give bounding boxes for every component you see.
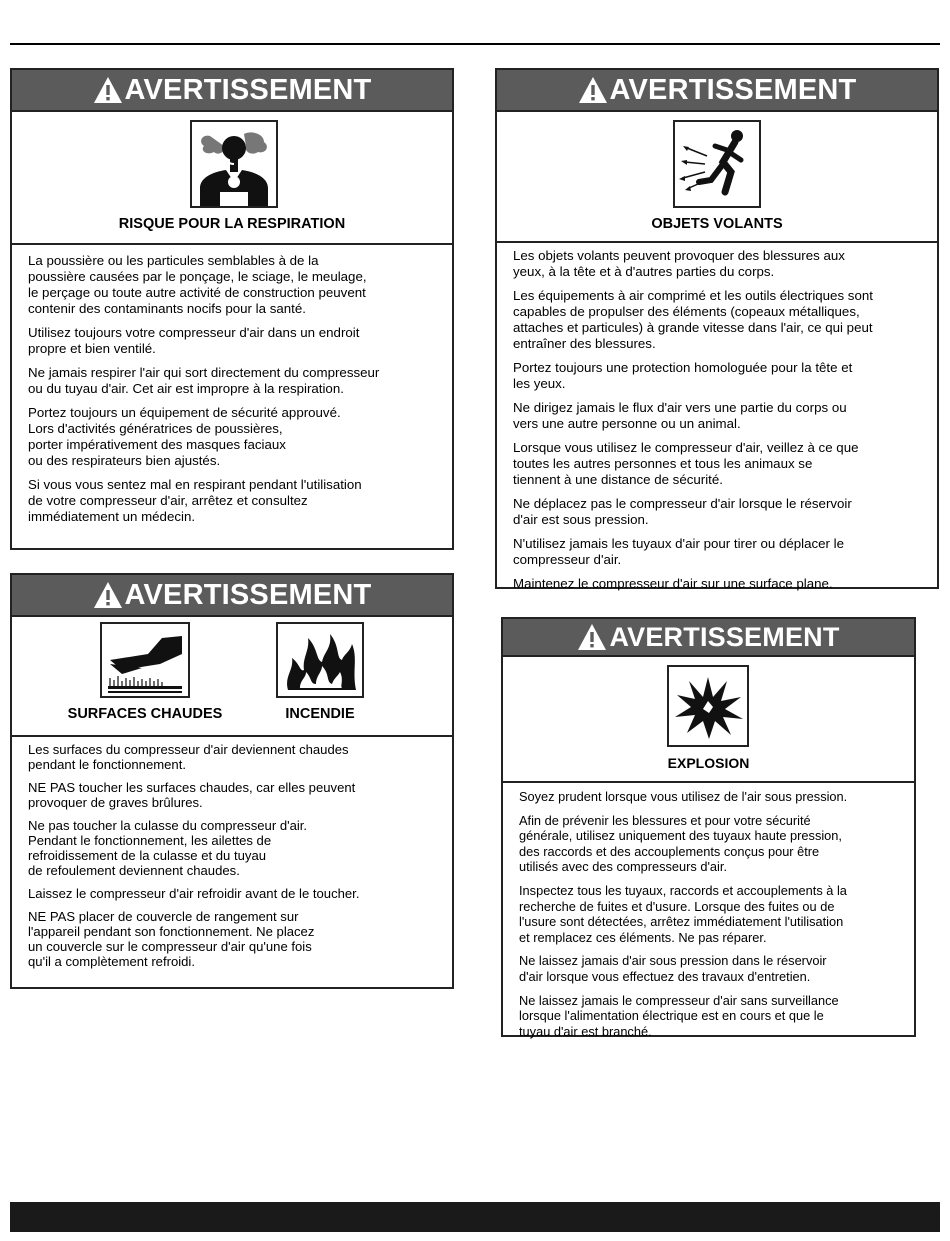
paragraph: Si vous vous sentez mal en respirant pendant l'utilisation de votre compresseur d'air, arrêtez et consultez immédiatement un médecin.: [28, 477, 362, 524]
warning-header: [12, 575, 452, 617]
warning-header-label: AVERTISSEMENT: [609, 73, 857, 106]
warning-box-hot-surfaces: [10, 573, 454, 989]
paragraph: Utilisez toujours votre compresseur d'air dans un endroit propre et bien ventilé.: [28, 325, 360, 356]
paragraph: Portez toujours une protection homologuée pour la tête et les yeux.: [513, 360, 853, 391]
paragraph: Ne pas toucher la culasse du compresseur d'air. Pendant le fonctionnement, les ailettes de refroidissement de la culasse et du tuyau de refoulement deviennent chaudes.: [28, 818, 308, 878]
warning-box-flying-objects: [495, 68, 939, 589]
warning-triangle-icon: [577, 623, 607, 651]
paragraph: Ne déplacez pas le compresseur d'air lorsque le réservoir d'air est sous pression.: [513, 496, 852, 527]
warning-body: [503, 783, 914, 1039]
respiration-hazard-icon: [190, 120, 278, 208]
warning-header-label: AVERTISSEMENT: [609, 621, 840, 652]
pictogram-area: [503, 657, 914, 783]
warning-box-respiration: [10, 68, 454, 550]
top-rule: [10, 43, 940, 45]
hazard-label: EXPLOSION: [667, 755, 750, 771]
hazard-label: OBJETS VOLANTS: [651, 216, 783, 232]
paragraph: Ne dirigez jamais le flux d'air vers une partie du corps ou vers une autre personne ou un animal.: [513, 400, 847, 431]
warning-header-label: AVERTISSEMENT: [124, 578, 372, 611]
warning-body: [12, 737, 452, 969]
warning-triangle-icon: [578, 76, 608, 104]
paragraph: Afin de prévenir les blessures et pour votre sécurité générale, utilisez uniquement des tuyaux haute pression, des raccords et des accouplements conçus pour être utilisés avec des compresseurs d'air.: [519, 812, 842, 875]
footer-bar: [10, 1202, 940, 1232]
pictogram-area: [497, 112, 937, 243]
paragraph: NE PAS placer de couvercle de rangement sur l'appareil pendant son fonctionnement. Ne placez un couvercle sur le compresseur d'air qu'une fois qu'il a complètement refroidi.: [28, 909, 315, 969]
paragraph: Inspectez tous les tuyaux, raccords et accouplements à la recherche de fuites et d'usure. Lorsque des fuites ou de l'usure sont détectées, arrêtez immédiatement l'utilisation et remplacez ces éléments. Ne pas réparer.: [519, 882, 847, 945]
warning-header-label: AVERTISSEMENT: [124, 73, 372, 106]
hot-surface-icon: [100, 622, 190, 698]
paragraph: N'utilisez jamais les tuyaux d'air pour tirer ou déplacer le compresseur d'air.: [513, 536, 845, 567]
flying-objects-icon: [673, 120, 761, 208]
warning-header: [12, 70, 452, 112]
hazard-label: RISQUE POUR LA RESPIRATION: [118, 216, 346, 232]
paragraph: Ne jamais respirer l'air qui sort directement du compresseur ou du tuyau d'air. Cet air est impropre à la respiration.: [28, 365, 380, 396]
paragraph: Les équipements à air comprimé et les outils électriques sont capables de propulser des éléments (copeaux métalliques, attaches et particules) à grande vitesse dans l'air, ce qui peut entraîner des blessures.: [513, 288, 873, 351]
paragraph: Soyez prudent lorsque vous utilisez de l'air sous pression.: [519, 789, 848, 804]
pictogram-area: [12, 617, 452, 737]
fire-icon: [276, 622, 364, 698]
warning-box-explosion: [501, 617, 916, 1037]
paragraph: Ne laissez jamais d'air sous pression dans le réservoir d'air lorsque vous effectuez des travaux d'entretien.: [519, 953, 827, 984]
paragraph: Lorsque vous utilisez le compresseur d'air, veillez à ce que toutes les autres personnes et tous les animaux se tiennent à une distance de sécurité.: [513, 440, 859, 487]
hazard-label-fire: INCENDIE: [285, 706, 355, 722]
explosion-icon: [667, 665, 749, 747]
warning-triangle-icon: [93, 581, 123, 609]
hazard-label-hot-surfaces: SURFACES CHAUDES: [67, 706, 223, 722]
warning-header: [503, 619, 914, 657]
paragraph: La poussière ou les particules semblables à de la poussière causées par le ponçage, le sciage, le meulage, le perçage ou toute autre activité de construction peuvent contenir des contaminants nocifs pour la santé.: [28, 253, 367, 316]
warning-header: [497, 70, 937, 112]
paragraph: Les surfaces du compresseur d'air deviennent chaudes pendant le fonctionnement.: [28, 742, 349, 772]
paragraph: NE PAS toucher les surfaces chaudes, car elles peuvent provoquer de graves brûlures.: [28, 780, 356, 810]
warning-body: [12, 245, 452, 525]
paragraph: Maintenez le compresseur d'air sur une surface plane.: [513, 576, 833, 591]
paragraph: Laissez le compresseur d'air refroidir avant de le toucher.: [28, 886, 360, 901]
pictogram-area: [12, 112, 452, 245]
paragraph: Les objets volants peuvent provoquer des blessures aux yeux, à la tête et à d'autres parties du corps.: [513, 248, 845, 279]
paragraph: Ne laissez jamais le compresseur d'air sans surveillance lorsque l'alimentation électrique est en cours et que le tuyau d'air est branché.: [519, 992, 839, 1039]
paragraph: Portez toujours un équipement de sécurité approuvé. Lors d'activités génératrices de poussières, porter impérativement des masques faciaux ou des respirateurs bien ajustés.: [28, 405, 341, 468]
warning-triangle-icon: [93, 76, 123, 104]
warning-body: [497, 243, 937, 592]
